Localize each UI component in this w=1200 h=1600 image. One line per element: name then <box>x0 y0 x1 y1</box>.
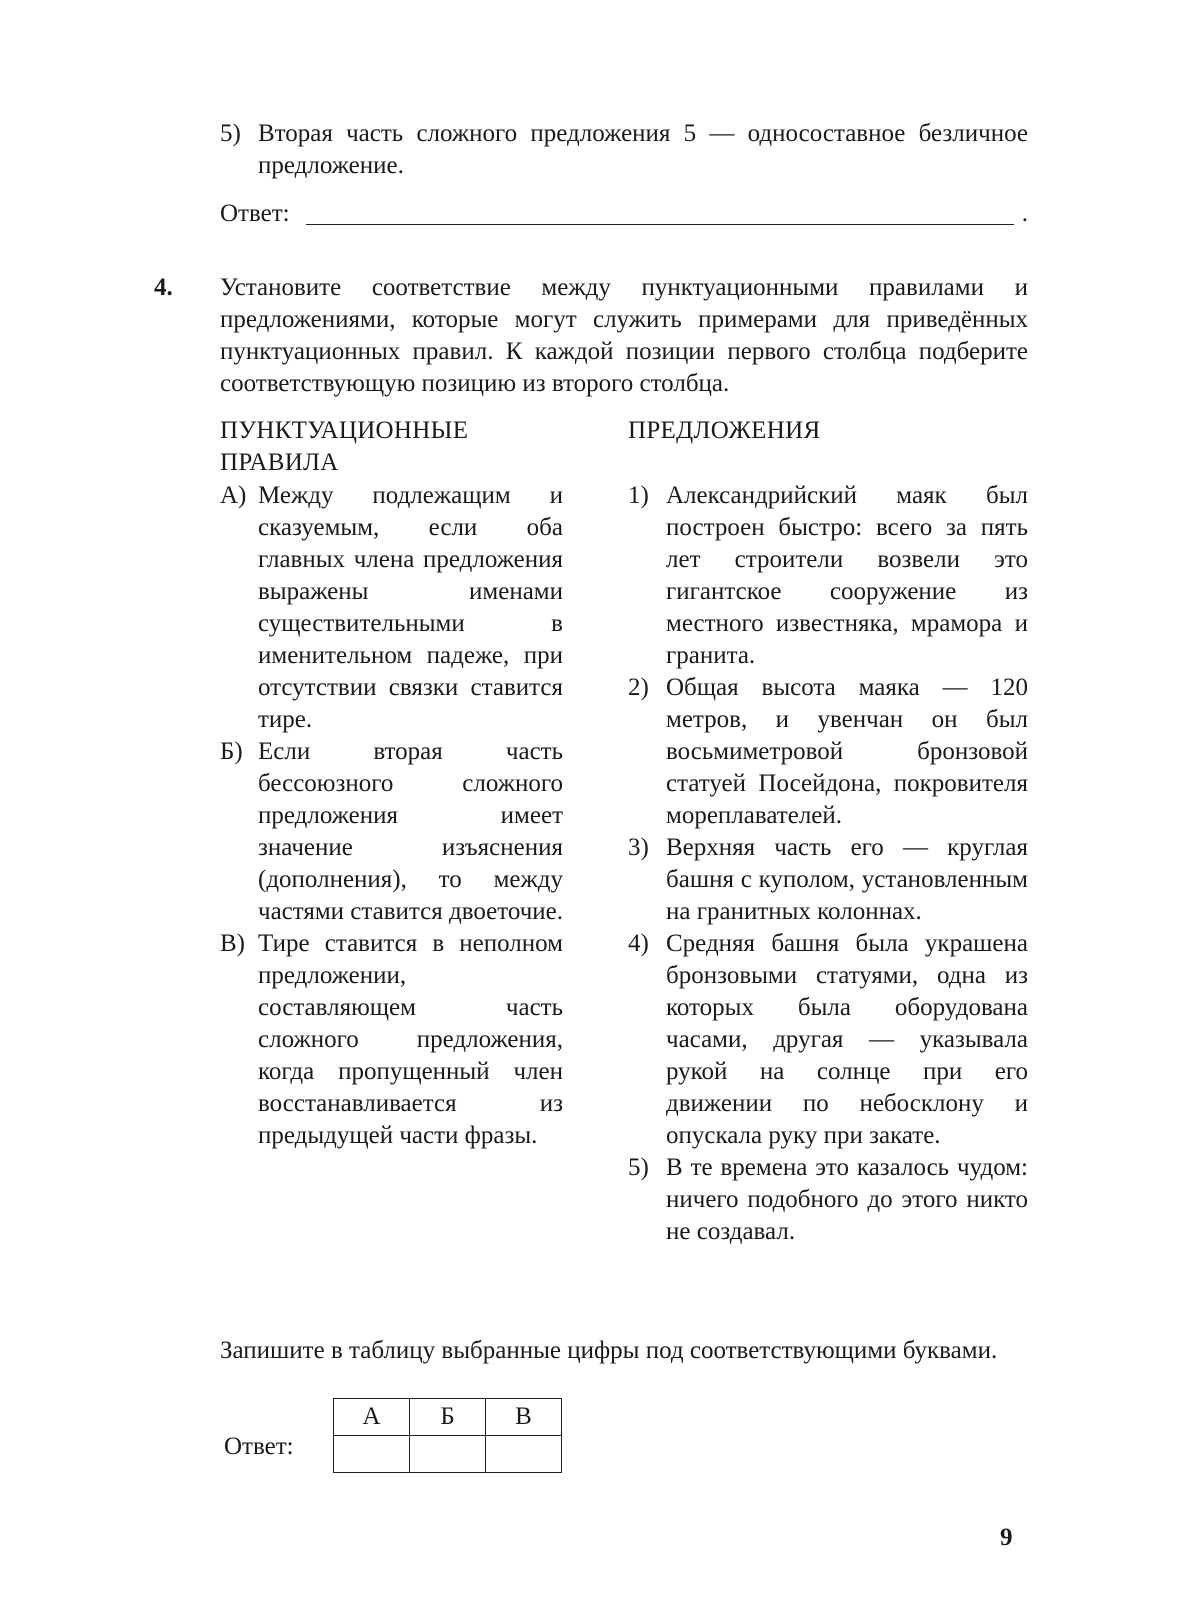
answer-blank[interactable] <box>306 224 1014 225</box>
sentence-text: Верхняя часть его — круглая башня с куполом, установленным на гранитных колоннах. <box>666 834 1028 925</box>
rule-item-v <box>220 928 563 1152</box>
rule-letter: Б) <box>220 738 243 765</box>
answer-line <box>220 198 1028 230</box>
answer-header-a: А <box>334 1399 410 1436</box>
rule-text: Между подлежащим и сказуемым, если оба главных члена предложения выражены именами существительными в именительном падеже, при отсутствии связки ставится тире. <box>258 482 563 733</box>
task-instructions: Установите соответствие между пунктуационными правилами и предложениями, которые могут служить примерами для приведённых пунктуационных правил. К каждой позиции первого столбца подберите соответствующую позицию из второго столбца. <box>220 274 1028 397</box>
rules-list <box>220 480 563 1152</box>
rule-item-a <box>220 480 563 736</box>
rule-text: Если вторая часть бессоюзного сложного предложения имеет значение изъяснения (дополнения), то между частями ставится двоеточие. <box>258 738 563 925</box>
task-number: 4. <box>154 274 173 301</box>
sentence-item-2 <box>628 672 1028 832</box>
answer-header-v: В <box>486 1399 562 1436</box>
rule-item-b <box>220 736 563 928</box>
sentence-item-4 <box>628 928 1028 1152</box>
sentences-list <box>628 480 1028 1248</box>
rules-column-header: ПУНКТУАЦИОННЫЕ ПРАВИЛА <box>220 417 469 476</box>
sentences-column-header: ПРЕДЛОЖЕНИЯ <box>628 417 821 444</box>
sentence-item-1 <box>628 480 1028 672</box>
item-text: Вторая часть сложного предложения 5 — односоставное безличное предложение. <box>258 120 1028 179</box>
answer-table-label: Ответ: <box>224 1433 294 1460</box>
sentence-text: Общая высота маяка — 120 метров, и увенчан он был восьмиметровой бронзовой статуей Посейдона, покровителя мореплавателей. <box>666 674 1028 829</box>
page-number: 9 <box>1000 1524 1013 1551</box>
sentence-number: 2) <box>628 674 649 701</box>
sentence-number: 3) <box>628 834 649 861</box>
answer-table-header-row <box>334 1399 562 1436</box>
previous-task-item-5 <box>220 118 1028 182</box>
answer-cell-v[interactable] <box>486 1436 562 1473</box>
answer-table-value-row <box>334 1436 562 1473</box>
answer-cell-b[interactable] <box>410 1436 486 1473</box>
item-number: 5) <box>220 120 241 147</box>
rule-letter: В) <box>220 930 245 957</box>
sentence-text: В те времена это казалось чудом: ничего подобного до этого никто не создавал. <box>666 1154 1028 1245</box>
sentence-item-3 <box>628 832 1028 928</box>
table-instruction: Запишите в таблицу выбранные цифры под соответствующими буквами. <box>220 1337 998 1364</box>
answer-table <box>333 1398 562 1473</box>
sentence-number: 4) <box>628 930 649 957</box>
answer-period: . <box>1021 200 1028 227</box>
answer-cell-a[interactable] <box>334 1436 410 1473</box>
sentence-item-5 <box>628 1152 1028 1248</box>
sentence-number: 1) <box>628 482 649 509</box>
rule-text: Тире ставится в неполном предложении, составляющем часть сложного предложения, когда пропущенный член восстанавливается из предыдущей части фразы. <box>258 930 563 1149</box>
sentence-text: Александрийский маяк был построен быстро: всего за пять лет строители возвели это гигантское сооружение из местного известняка, мрамора и гранита. <box>666 482 1028 669</box>
answer-header-b: Б <box>410 1399 486 1436</box>
sentence-text: Средняя башня была украшена бронзовыми статуями, одна из которых была оборудована часами, другая — указывала рукой на солнце при его движении по небосклону и опускала руку при закате. <box>666 930 1028 1149</box>
sentence-number: 5) <box>628 1154 649 1181</box>
answer-label: Ответ: <box>220 200 290 227</box>
rule-letter: А) <box>220 482 247 509</box>
